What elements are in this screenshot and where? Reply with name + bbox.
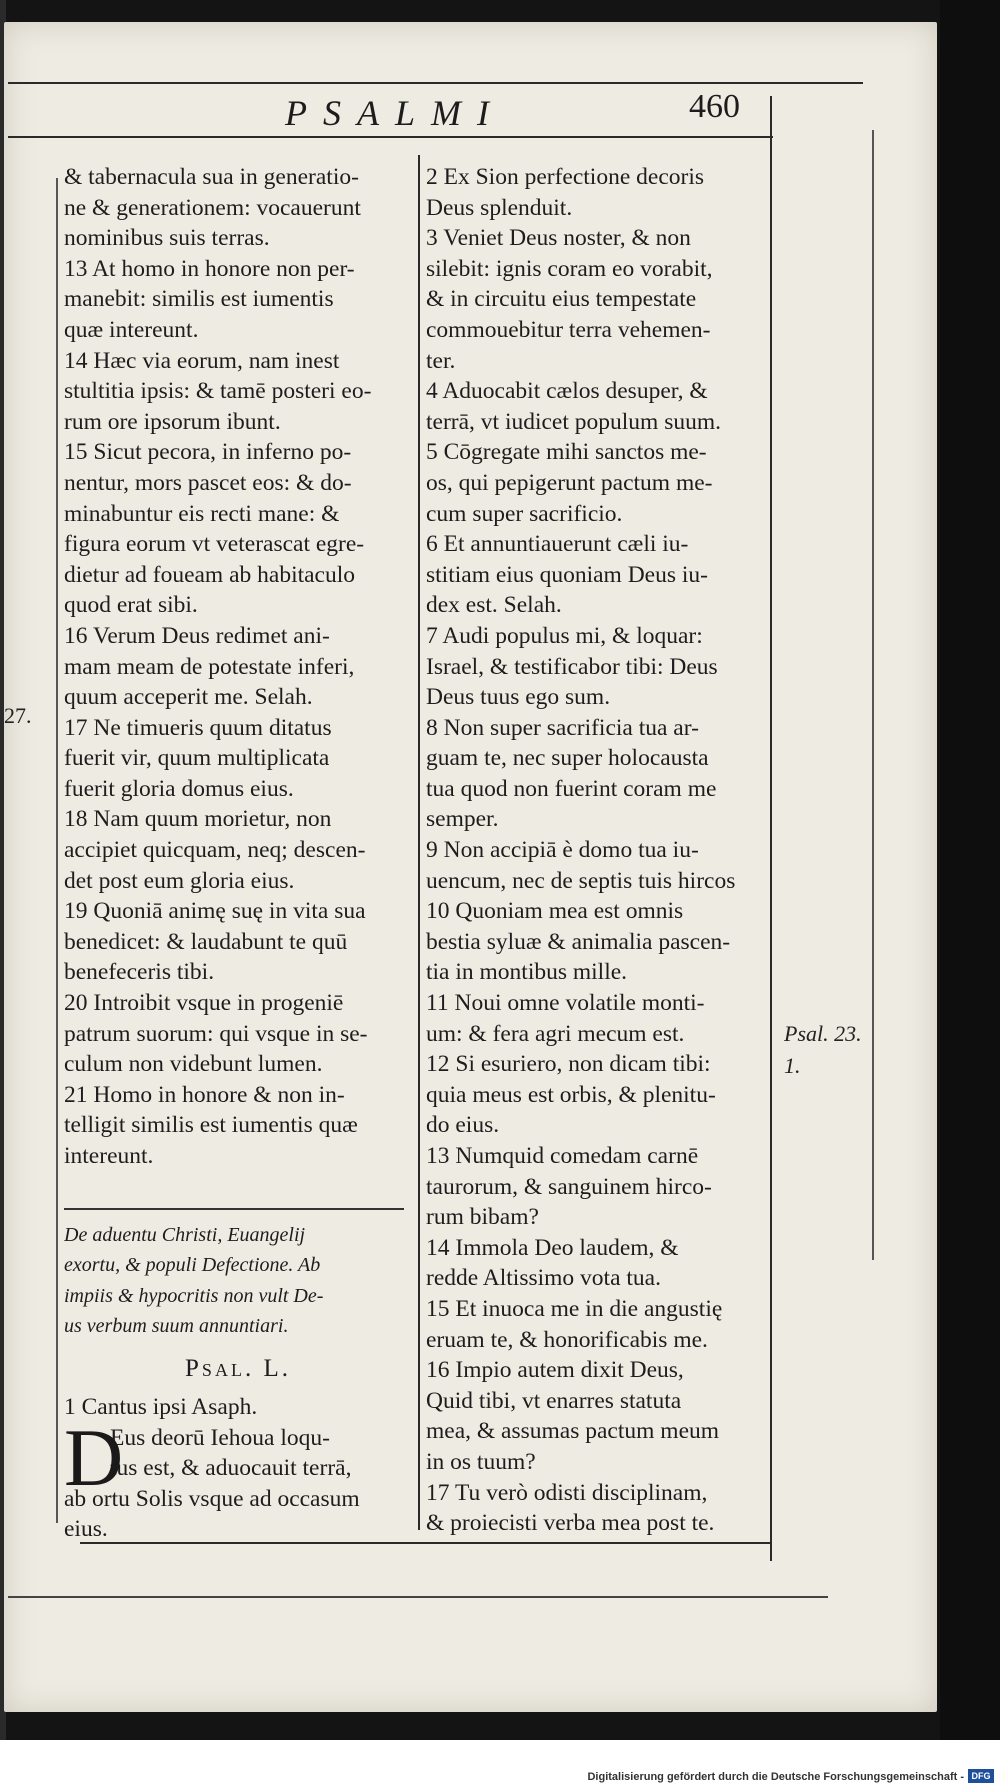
text-line: mea, & assumas pactum meum bbox=[426, 1418, 720, 1445]
header-rule bbox=[8, 136, 773, 138]
left-column bbox=[64, 162, 412, 1545]
text-line: 16 Impio autem dixit Deus, bbox=[426, 1357, 684, 1384]
right-column bbox=[426, 162, 766, 1539]
text-line: 21 Homo in honore & non in- bbox=[64, 1081, 345, 1108]
text-line: semper. bbox=[426, 806, 499, 833]
page-bottom-edge-rule bbox=[8, 1596, 828, 1598]
superscription: 1 Cantus ipsi Asaph. bbox=[64, 1393, 258, 1420]
text-line: rum bibam? bbox=[426, 1204, 539, 1231]
text-line: tua quod non fuerint coram me bbox=[426, 775, 717, 802]
text-line: uencum, nec de septis tuis hircos bbox=[426, 867, 736, 894]
text-line: quum acceperit me. Selah. bbox=[64, 684, 313, 711]
drop-cap-letter: D bbox=[64, 1411, 124, 1503]
text-line: minabuntur eis recti mane: & bbox=[64, 500, 340, 527]
text-line: dietur ad foueam ab habitaculo bbox=[64, 561, 356, 588]
text-line: Quid tibi, vt enarres statuta bbox=[426, 1387, 682, 1414]
text-line: cum super sacrificio. bbox=[426, 500, 623, 527]
column-divider bbox=[418, 155, 420, 1530]
text-line: nentur, mors pascet eos: & do- bbox=[64, 469, 352, 496]
right-frame-rule bbox=[770, 96, 772, 1561]
text-line: Israel, & testificabor tibi: Deus bbox=[426, 653, 718, 680]
text-line: 7 Audi populus mi, & loquar: bbox=[426, 622, 703, 649]
text-line: guam te, nec super holocausta bbox=[426, 745, 709, 772]
text-line: patrum suorum: qui vsque in se- bbox=[64, 1020, 368, 1047]
summary-line: De aduentu Christi, Euangelij bbox=[64, 1223, 306, 1246]
text-line: 19 Quoniā animę suę in vita sua bbox=[64, 898, 366, 925]
text-line: stitiam eius quoniam Deus iu- bbox=[426, 561, 708, 588]
text-line: os, qui pepigerunt pactum me- bbox=[426, 469, 713, 496]
text-line: 20 Introibit vsque in progeniē bbox=[64, 990, 344, 1017]
text-line: intereunt. bbox=[64, 1143, 154, 1169]
text-line: 4 Aduocabit cælos desuper, & bbox=[426, 378, 708, 405]
text-line: 5 Cōgregate mihi sanctos me- bbox=[426, 439, 707, 466]
psalm-summary bbox=[64, 1220, 412, 1342]
text-line: 10 Quoniam mea est omnis bbox=[426, 898, 684, 925]
text-line: bestia syluæ & animalia pascen- bbox=[426, 928, 731, 955]
margin-verse-number: 27. bbox=[4, 703, 32, 728]
text-line: taurorum, & sanguinem hirco- bbox=[426, 1173, 712, 1200]
margin-cross-reference: Psal. 23. 1. bbox=[784, 1021, 862, 1078]
text-line: Deus splenduit. bbox=[426, 194, 573, 221]
left-column-verses bbox=[64, 162, 412, 1172]
text-line: 17 Tu verò odisti disciplinam, bbox=[426, 1479, 708, 1506]
psalm-heading: Psal. L. bbox=[185, 1354, 291, 1382]
text-line: Eus deorū Iehoua loqu- bbox=[110, 1424, 330, 1451]
page-number: 460 bbox=[689, 88, 740, 125]
text-line: commouebitur terra vehemen- bbox=[426, 316, 711, 343]
text-line: dex est. Selah. bbox=[426, 592, 562, 619]
text-line: 15 Sicut pecora, in inferno po- bbox=[64, 439, 352, 466]
text-line: telligit similis est iumentis quæ bbox=[64, 1112, 358, 1139]
text-line: tus est, & aduocauit terrā, bbox=[110, 1455, 352, 1482]
text-line: quæ intereunt. bbox=[64, 316, 199, 343]
text-line: 16 Verum Deus redimet ani- bbox=[64, 622, 330, 649]
text-line: & proiecisti verba mea post te. bbox=[426, 1510, 715, 1537]
text-line: stultitia ipsis: & tamē posteri eo- bbox=[64, 378, 372, 405]
text-line: 13 At homo in honore non per- bbox=[64, 255, 355, 282]
summary-line: exortu, & populi Defectione. Ab bbox=[64, 1254, 321, 1277]
text-line: 3 Veniet Deus noster, & non bbox=[426, 225, 691, 252]
text-line: 9 Non accipiā è domo tua iu- bbox=[426, 837, 699, 864]
text-line: Deus tuus ego sum. bbox=[426, 684, 611, 711]
summary-line: us verbum suum annuntiari. bbox=[64, 1315, 289, 1338]
dfg-logo: DFG bbox=[968, 1769, 994, 1783]
text-line: fuerit vir, quum multiplicata bbox=[64, 745, 330, 772]
text-line: 11 Noui omne volatile monti- bbox=[426, 990, 705, 1017]
text-line: do eius. bbox=[426, 1112, 500, 1139]
text-line: det post eum gloria eius. bbox=[64, 867, 295, 894]
text-line: 8 Non super sacrificia tua ar- bbox=[426, 714, 699, 741]
summary-line: impiis & hypocritis non vult De- bbox=[64, 1284, 324, 1307]
running-title: PSALMI bbox=[285, 93, 505, 133]
text-line: quia meus est orbis, & plenitu- bbox=[426, 1081, 716, 1108]
text-line: silebit: ignis coram eo vorabit, bbox=[426, 255, 713, 282]
text-line: accipiet quicquam, neq; descen- bbox=[64, 837, 366, 864]
text-line: nominibus suis terras. bbox=[64, 225, 270, 252]
text-line: tia in montibus mille. bbox=[426, 959, 628, 986]
text-line: eruam te, & honorificabis me. bbox=[426, 1326, 708, 1353]
text-line: eius. bbox=[64, 1516, 108, 1543]
text-line: fuerit gloria domus eius. bbox=[64, 775, 294, 802]
text-line: 6 Et annuntiauerunt cæli iu- bbox=[426, 531, 689, 558]
text-line: redde Altissimo vota tua. bbox=[426, 1265, 661, 1292]
outer-right-rule bbox=[872, 130, 874, 1260]
text-line: benedicet: & laudabunt te quū bbox=[64, 928, 348, 955]
text-line: 13 Numquid comedam carnē bbox=[426, 1143, 699, 1169]
text-line: 14 Immola Deo laudem, & bbox=[426, 1234, 679, 1261]
text-line: 2 Ex Sion perfectione decoris bbox=[426, 164, 704, 190]
text-line: terrā, vt iudicet populum suum. bbox=[426, 408, 722, 435]
text-line: um: & fera agri mecum est. bbox=[426, 1020, 685, 1047]
text-line: 12 Si esuriero, non dicam tibi: bbox=[426, 1051, 711, 1078]
text-line: 15 Et inuoca me in die angustię bbox=[426, 1295, 723, 1322]
text-line: figura eorum vt veterascat egre- bbox=[64, 531, 365, 558]
text-line: manebit: similis est iumentis bbox=[64, 286, 334, 313]
text-line: quod erat sibi. bbox=[64, 592, 198, 619]
text-line: & tabernacula sua in generatio- bbox=[64, 164, 359, 190]
text-line: benefeceris tibi. bbox=[64, 959, 215, 986]
text-line: culum non videbunt lumen. bbox=[64, 1051, 323, 1078]
text-line: 17 Ne timueris quum ditatus bbox=[64, 714, 332, 741]
top-rule bbox=[8, 82, 863, 84]
left-column-rule bbox=[56, 178, 58, 1523]
scan-right-edge bbox=[940, 0, 1000, 1787]
text-line: 14 Hæc via eorum, nam inest bbox=[64, 347, 340, 374]
text-line: & in circuitu eius tempestate bbox=[426, 286, 697, 313]
digitization-credit: Digitalisierung gefördert durch die Deutsche Forschungsgemeinschaft - bbox=[587, 1771, 964, 1783]
text-line: ne & generationem: vocauerunt bbox=[64, 194, 361, 221]
text-line: mam meam de potestate inferi, bbox=[64, 653, 355, 680]
text-line: 18 Nam quum morietur, non bbox=[64, 806, 332, 833]
subject-top-rule bbox=[64, 1208, 404, 1210]
text-line: ab ortu Solis vsque ad occasum bbox=[64, 1485, 360, 1512]
text-line: ter. bbox=[426, 347, 456, 374]
text-line: rum ore ipsorum ibunt. bbox=[64, 408, 281, 435]
text-line: in os tuum? bbox=[426, 1448, 536, 1475]
